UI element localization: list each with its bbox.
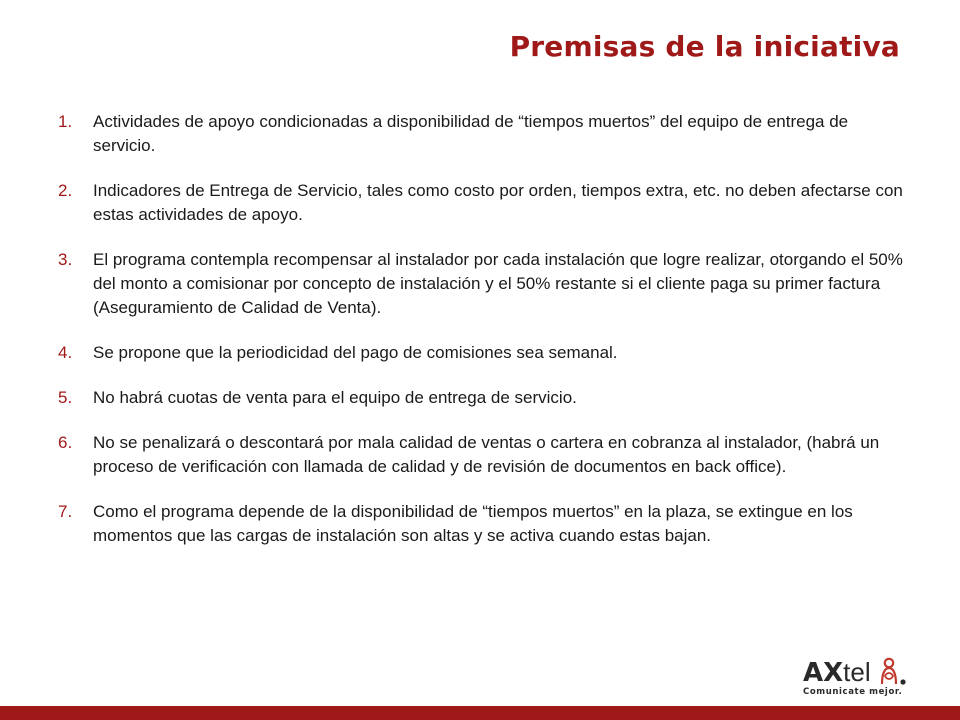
item-text: Actividades de apoyo condicionadas a disponibilidad de “tiempos muertos” del equipo de entrega de servicio. [93,112,849,155]
item-number: 3. [58,250,73,269]
logo-brand-light: tel [843,657,871,687]
logo-tagline: Comunicate mejor. [803,687,903,697]
logo-wordmark [803,657,871,688]
list-item [58,341,908,365]
item-text: No habrá cuotas de venta para el equipo de entrega de servicio. [93,388,577,407]
list-item [58,179,908,227]
premises-list [58,110,908,569]
logo-figure-icon [877,657,907,687]
slide-title: Premisas de la iniciativa [509,30,900,63]
item-number: 6. [58,433,73,452]
list-item [58,248,908,320]
item-text: Se propone que la periodicidad del pago de comisiones sea semanal. [93,343,618,362]
footer-bar [0,706,960,720]
item-number: 7. [58,502,73,521]
item-text: Indicadores de Entrega de Servicio, tales como costo por orden, tiempos extra, etc. no deben afectarse con estas actividades de apoyo. [93,181,903,224]
list-item [58,431,908,479]
item-number: 2. [58,181,73,200]
item-text: El programa contempla recompensar al instalador por cada instalación que logre realizar, otorgando el 50% del monto a comisionar por concepto de instalación y el 50% restante si el cliente paga su primer factura (Aseguramiento de Calidad de Venta). [93,250,903,317]
list-item [58,386,908,410]
item-text: Como el programa depende de la disponibilidad de “tiempos muertos” en la plaza, se extingue en los momentos que las cargas de instalación son altas y se activa cuando estas bajan. [93,502,853,545]
list-item [58,500,908,548]
logo-brand-bold: AX [803,658,844,688]
item-number: 4. [58,343,73,362]
item-number: 5. [58,388,73,407]
list-item [58,110,908,158]
axtel-logo [803,657,923,703]
item-text: No se penalizará o descontará por mala calidad de ventas o cartera en cobranza al instalador, (habrá un proceso de verificación con llamada de calidad y de revisión de documentos en back office). [93,433,880,476]
item-number: 1. [58,112,73,131]
